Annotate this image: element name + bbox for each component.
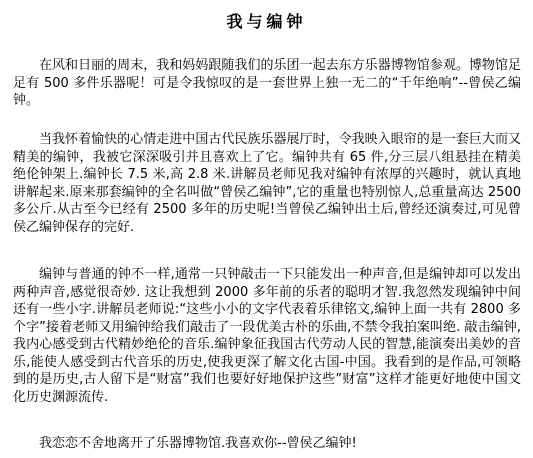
document-title: 我与编钟 bbox=[226, 12, 307, 31]
paragraph-2: 当我怀着愉快的心情走进中国古代民族乐器展厅时，令我映入眼帘的是一套巨大而又精美的编钟，我被它深深吸引并且喜欢上了它。编钟共有 65 件,分三层八组悬挂在精美绝伦钟架上.编钟长 7.5 米,高 2.8 米.讲解员老师见我对编钟有浓厚的兴趣时，就认真地讲解起来.原来那套编钟的全名叫做“曾侯乙编钟”,它的重量也特别惊人,总重量高达 2500 多公斤.从古至今已经有 2500 多年的历史呢!当曾侯乙编钟出土后,曾经还演奏过,可见曾侯乙编钟保存的完好. bbox=[13, 132, 521, 235]
paragraph-1: 在风和日丽的周末，我和妈妈跟随我们的乐团一起去东方乐器博物馆参观。博物馆足足有 500 多件乐器呢！可是令我惊叹的是一套世界上独一无二的“千年绝响”--曾侯乙编钟。 bbox=[13, 58, 521, 108]
paragraph-4: 我恋恋不舍地离开了乐器博物馆.我喜欢你--曾侯乙编钟! bbox=[39, 436, 357, 451]
paragraph-3: 编钟与普通的钟不一样,通常一只钟敲击一下只能发出一种声音,但是编钟却可以发出两种声音,感觉很奇妙. 这让我想到 2000 多年前的乐者的聪明才智.我忽然发现编钟中间还有一些小字.讲解员老师说:“这些小小的文字代表着乐律铭文,编钟上面一共有 2800 多个字”接着老师又用编钟给我们敲击了一段优美古朴的乐曲,不禁令我拍案叫绝. 敲击编钟,我内心感受到古代精妙绝伦的音乐.编钟象征我国古代劳动人民的智慧,能演奏出美妙的音乐,能使人感受到古代音乐的历史,使我更深了解文化古国-中国。我看到的是作品,可领略到的是历史,古人留下是“财富”我们也要好好地保护这些”财富”这样才能更好地使中国文化历史渊源流传. bbox=[13, 267, 521, 405]
